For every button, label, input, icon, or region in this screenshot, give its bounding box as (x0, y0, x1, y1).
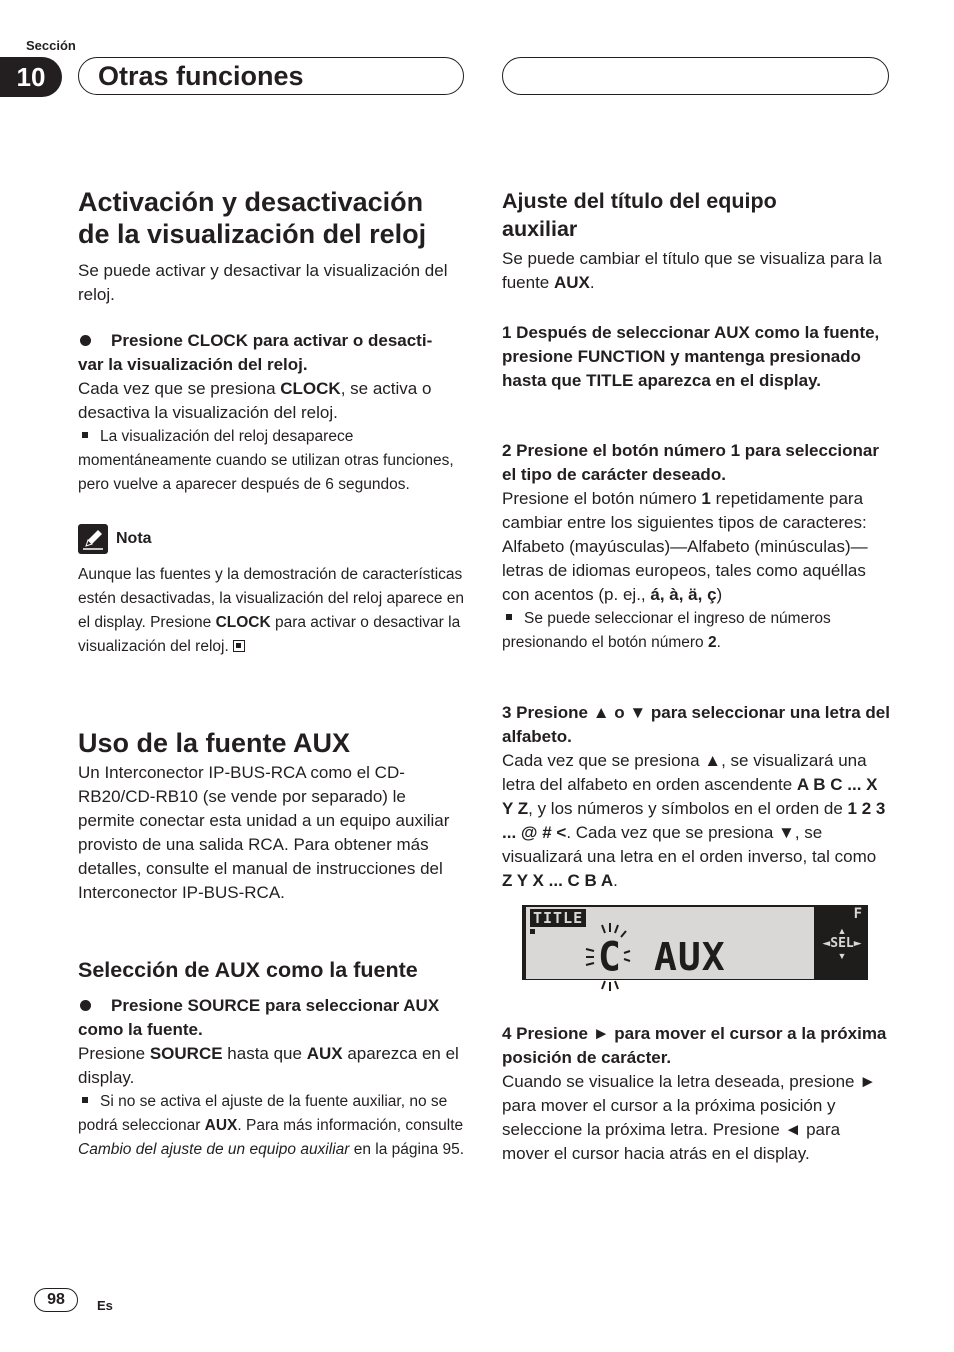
note-square-icon (82, 1097, 88, 1103)
step-1-text: 1 Después de seleccionar AUX como la fuente, presione FUNCTION y mantenga presionado hasta que TITLE aparezca en el display. (502, 323, 880, 390)
sel-note-3: en la página 95. (349, 1141, 465, 1158)
aux-section (78, 727, 466, 905)
sel-note-1: Si no se activa el ajuste de la fuente auxiliar, no se podrá seleccionar (78, 1093, 448, 1134)
step-2-text: 2 Presione el botón número 1 para seleccionar el tipo de carácter deseado. (502, 441, 879, 484)
lcd-title-indicator: TITLE (530, 909, 586, 927)
header-blank-frame (502, 57, 889, 95)
sel-body-2: hasta que (222, 1044, 307, 1063)
section-number: 10 (0, 57, 62, 97)
nota-text-post: para activar o desactivar la visualización del reloj. (78, 614, 461, 655)
clock-body-key: CLOCK (280, 379, 341, 398)
step-2-body-2: Alfabeto (mayúsculas)—Alfabeto (minúsculas)—letras de idiomas europeos, tales como aquéllas con acentos (p. ej., (502, 537, 868, 604)
page-number: 98 (34, 1288, 78, 1312)
sel-note-2: . Para más información, consulte (237, 1117, 464, 1134)
title-heading-2: auxiliar (502, 217, 578, 241)
step-2-body-post: repetidamente para cambiar entre los siguientes tipos de caracteres: (502, 489, 867, 532)
language-code: Es (97, 1298, 113, 1313)
lcd-sel-text: SEL (830, 936, 854, 951)
title-intro-pre: Se puede cambiar el título que se visualiza para la fuente (502, 249, 882, 292)
lcd-sel-indicator: ▲ ◄SEL► ▼ (818, 927, 866, 967)
sel-body-1: Presione (78, 1044, 150, 1063)
title-section (502, 187, 890, 295)
section-title: Otras funciones (98, 61, 304, 91)
step-1 (502, 321, 890, 393)
step-4-text: 4 Presione ► para mover el cursor a la próxima posición de carácter. (502, 1024, 887, 1067)
step-2-note-pre: Se puede seleccionar el ingreso de números presionando el botón número (502, 610, 831, 651)
lcd-f-indicator: F (853, 906, 862, 922)
nota-key: CLOCK (215, 614, 271, 631)
clock-step-line-b: var la visualización del reloj. (78, 355, 308, 374)
clock-body-pre: Cada vez que se presiona (78, 379, 281, 398)
clock-title-line-2: de la visualización del reloj (78, 219, 427, 249)
clock-step-line-a: Presione CLOCK para activar o desacti- (111, 331, 433, 350)
step-2-note-post: . (716, 634, 721, 651)
nota-label: Nota (116, 530, 152, 547)
lcd-top-row (526, 907, 814, 935)
clock-note-text: La visualización del reloj desaparece momentáneamente cuando se utilizan otras funciones, pero vuelve a aparecer después de 6 segundos. (78, 428, 454, 493)
end-mark-icon (233, 640, 245, 652)
step-2-body-key: 1 (701, 489, 711, 508)
nota-box (78, 524, 466, 659)
step-3-text: 3 Presione ▲ o ▼ para seleccionar una letra del alfabeto. (502, 703, 890, 746)
step-2-body-pre: Presione el botón número (502, 489, 702, 508)
sel-section (78, 956, 466, 1162)
sel-step: Presione SOURCE para seleccionar AUX como la fuente. (78, 996, 440, 1039)
aux-title: Uso de la fuente AUX (78, 728, 351, 758)
clock-intro (78, 259, 466, 307)
step-3-body-1: Cada vez que se presiona ▲, se visualizará una letra del alfabeto en orden ascendente (502, 751, 867, 794)
title-intro-post: . (589, 273, 595, 292)
step-4 (502, 1022, 890, 1166)
step-3-key-3: Z Y X ... C B A (502, 871, 614, 890)
up-arrow-icon: ▲ (837, 926, 847, 936)
step-2 (502, 439, 890, 655)
sel-note-key: AUX (204, 1117, 238, 1134)
step-3-key-1: A B C ... X Y Z (502, 775, 878, 818)
clock-section (78, 186, 466, 250)
step-2-body-2-end: ) (716, 585, 723, 604)
title-heading-1: Ajuste del título del equipo (502, 189, 777, 213)
clock-title-line-1: Activación y desactivación (78, 187, 424, 217)
section-label: Sección (26, 38, 76, 53)
lcd-screen (526, 935, 814, 979)
blink-rays-icon (574, 921, 644, 991)
clock-body-post: , se activa o desactiva la visualización del reloj. (78, 379, 432, 422)
sel-body-3: aparezca en el display. (78, 1044, 459, 1087)
clock-step (78, 329, 466, 497)
lcd-display (522, 905, 868, 980)
aux-intro: Un Interconector IP-BUS-RCA como el CD-RB20/CD-RB10 (se vende por separado) le permite conectar esta unidad a un equipo auxiliar provisto de una salida RCA. Para obtener más detalles, consulte el manual de instrucciones del Interconector IP-BUS-RCA. (78, 763, 450, 902)
nota-text-pre: Aunque las fuentes y la demostración de características estén desactivadas, la visualización del reloj aparece en el display. Presione (78, 566, 465, 631)
lcd-main-text: AUX (654, 935, 726, 979)
sel-note-reference: Cambio del ajuste de un equipo auxiliar (78, 1141, 350, 1158)
step-3-body-3: . Cada vez que se presiona ▼, se visualizará una letra en el orden inverso, tal como (502, 823, 877, 866)
lcd-dot (530, 929, 535, 934)
sel-title: Selección de AUX como la fuente (78, 958, 418, 982)
step-2-body-2-key: á, à, ä, ç (650, 585, 717, 604)
step-4-body: Cuando se visualice la letra deseada, presione ► para mover el cursor a la próxima posición y seleccione la próxima letra. Presione ◄ para mover el cursor hacia atrás en el display. (502, 1072, 877, 1163)
note-square-icon (82, 432, 88, 438)
step-3-key-2: 1 2 3 ... @ # < (502, 799, 886, 842)
lcd-cursor-char: C (598, 933, 621, 981)
bullet-icon (80, 335, 91, 346)
step-2-note-key: 2 (707, 634, 717, 651)
bullet-icon (80, 1000, 91, 1011)
title-intro-key: AUX (554, 273, 590, 292)
note-square-icon (506, 614, 512, 620)
step-3-body-2: , y los números y símbolos en el orden de (528, 799, 848, 818)
sel-body-key-1: SOURCE (149, 1044, 223, 1063)
down-arrow-icon: ▼ (837, 951, 847, 961)
step-3-body-4: . (613, 871, 618, 890)
pencil-note-icon (78, 524, 108, 554)
clock-intro-text: Se puede activar y desactivar la visualización del reloj. (78, 261, 448, 304)
step-3 (502, 701, 890, 893)
sel-body-key-2: AUX (306, 1044, 343, 1063)
